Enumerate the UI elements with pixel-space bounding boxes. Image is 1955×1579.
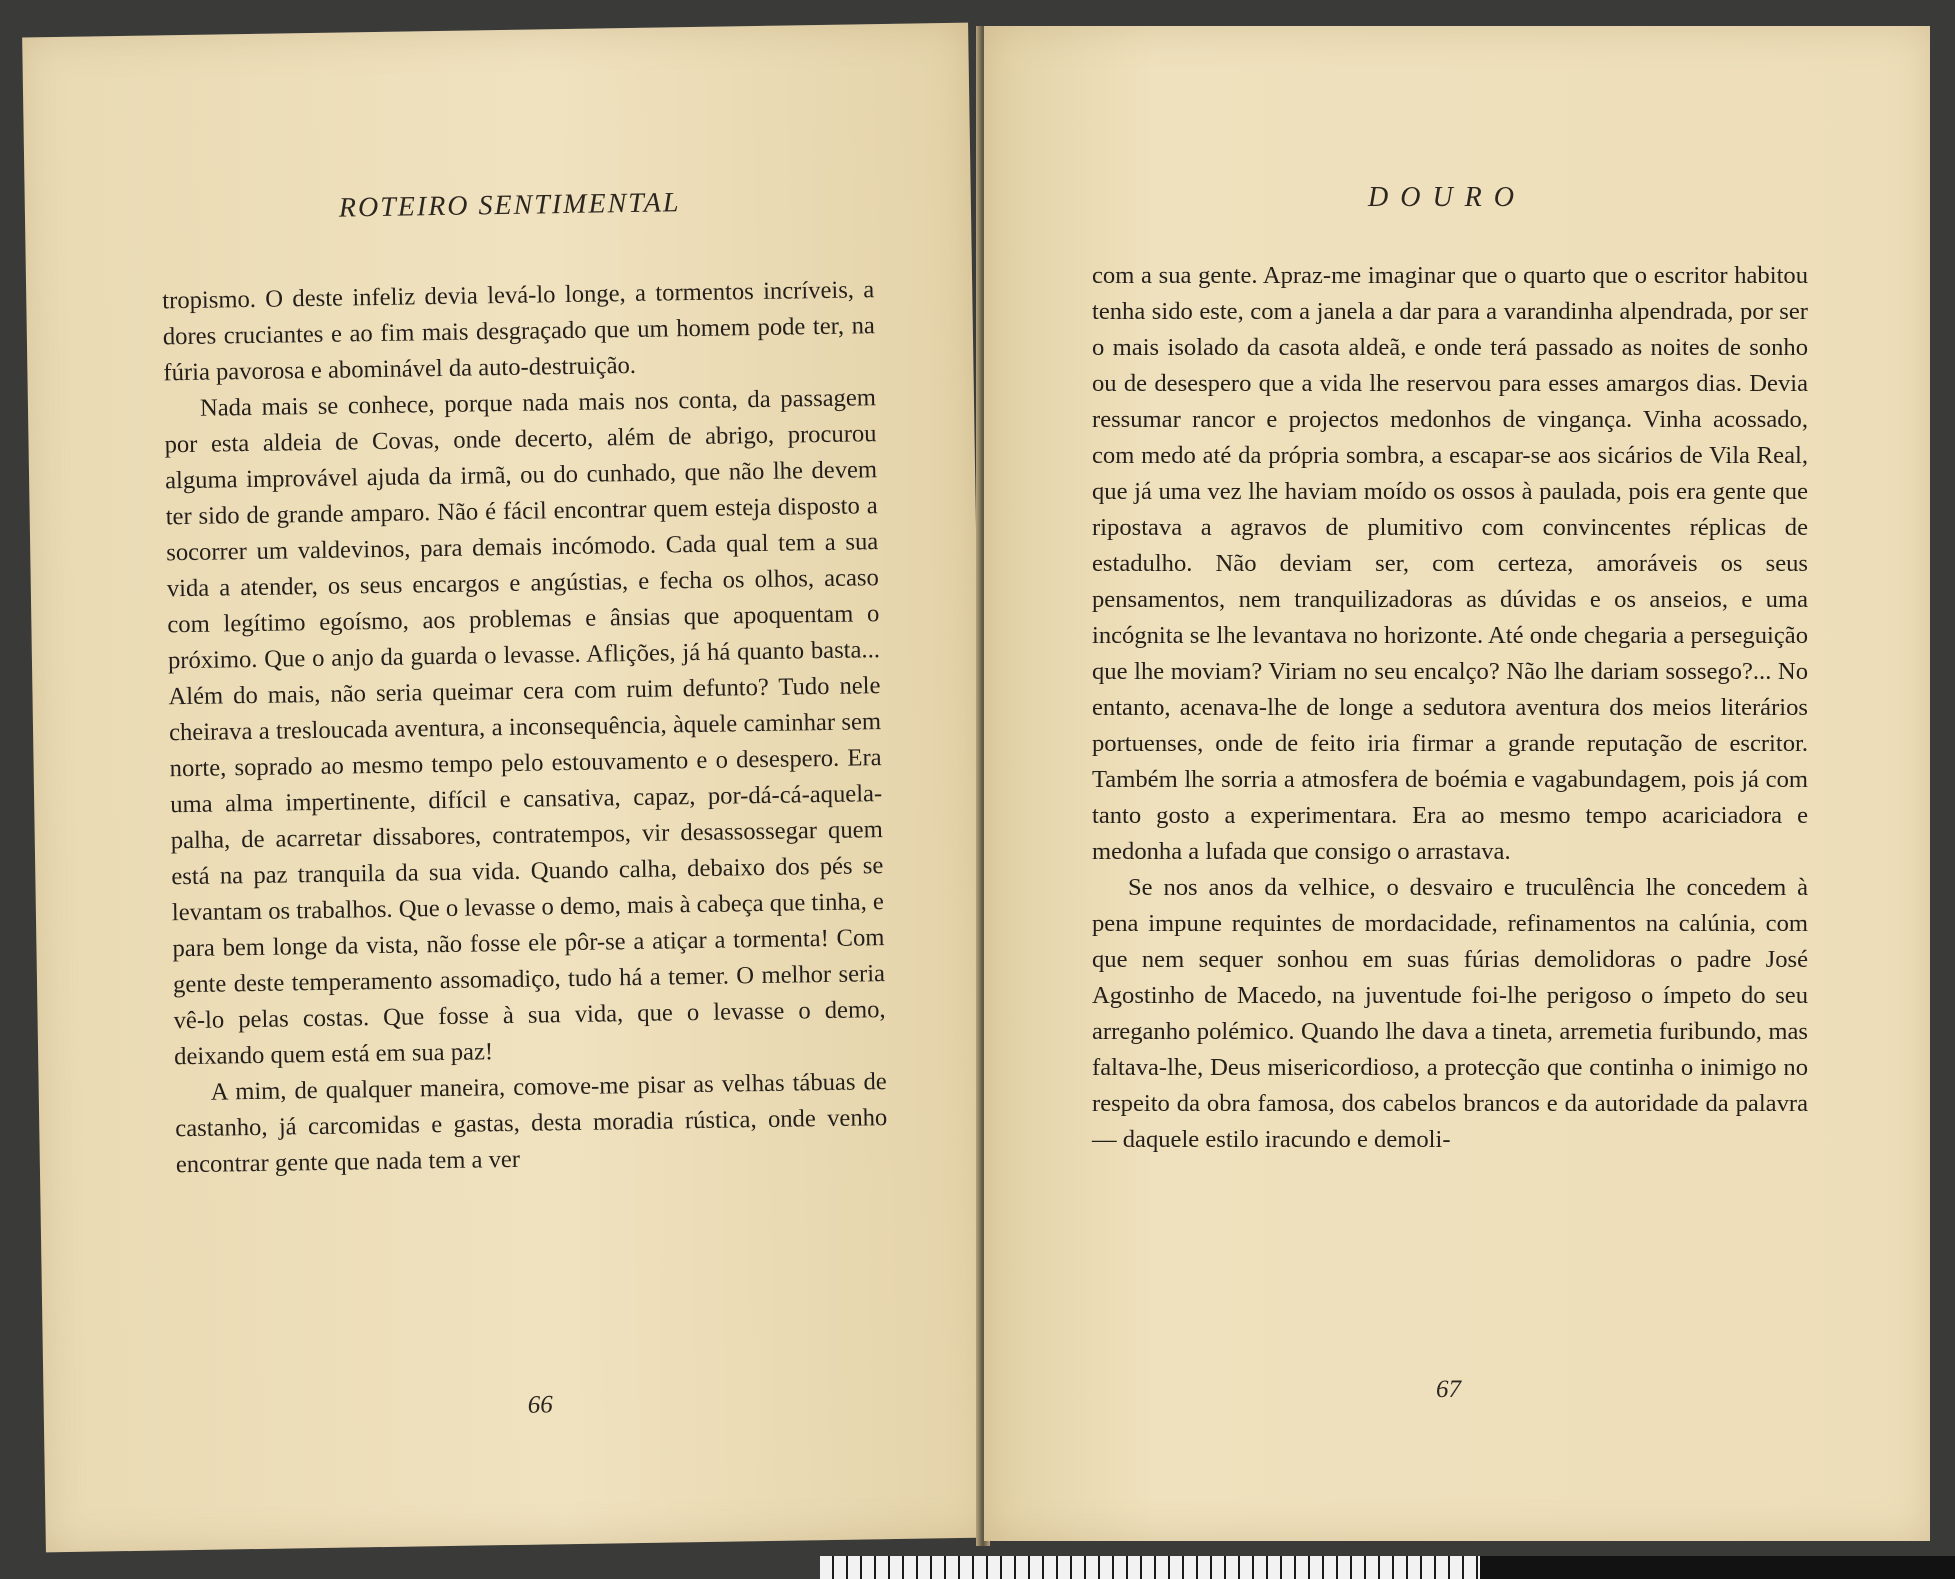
right-page-number: 67	[1436, 1376, 1461, 1403]
left-page-number: 66	[527, 1391, 553, 1419]
left-paragraph-1: tropismo. O deste infeliz devia levá-lo longe, a tormentos incríveis, a dores cruciantes e ao fim mais desgraçado que um homem pode ter, na fúria pavorosa e abominável da auto-destruição.	[162, 276, 876, 387]
right-running-head: DOURO	[1368, 182, 1526, 213]
right-body-text	[1092, 258, 1808, 1158]
left-running-head: ROTEIRO SENTIMENTAL	[338, 187, 681, 224]
left-paragraph-3: A mim, de qualquer maneira, comove-me pisar as velhas tábuas de castanho, já carcomidas e gastas, desta moradia rústica, onde venho encontrar gente que nada tem a ver	[175, 1068, 888, 1179]
left-paragraph-2: Nada mais se conhece, porque nada mais nos conta, da passagem por esta aldeia de Covas, onde decerto, além de abrigo, procurou alguma improvável ajuda da irmã, ou do cunhado, que não lhe devem ter sido de grande amparo. Não é fácil encontrar quem esteja disposto a socorrer um valdevinos, para demais incómodo. Cada qual tem a sua vida a atender, os seus encargos e angústias, e fecha os olhos, acaso com legítimo egoísmo, aos problemas e ânsias que apoquentam o próximo. Que o anjo da guarda o levasse. Aflições, já há quanto basta... Além do mais, não seria queimar cera com ruim defunto? Tudo nele cheirava a tresloucada aventura, a inconsequência, àquele caminhar sem norte, soprado ao mesmo tempo pelo estouvamento e o desespero. Era uma alma impertinente, difícil e cansativa, capaz, por-dá-cá-aquela-palha, de acarretar dissabores, contratempos, vir desassossegar quem está na paz tranquila da sua vida. Quando calha, debaixo dos pés se levantam os trabalhos. Que o levasse o demo, mais à cabeça que tinha, e para bem longe da vista, não fosse ele pôr-se a atiçar a tormenta! Com gente deste temperamento assomadiço, tudo há a temer. O melhor seria vê-lo pelas costas. Que fosse à sua vida, que o levasse o demo, deixando quem está em sua paz!	[164, 384, 886, 1071]
right-page	[984, 26, 1930, 1541]
right-paragraph-2: Se nos anos da velhice, o desvairo e truculência lhe concedem à pena impune requintes de mordacidade, refinamentos na calúnia, com que nem sequer sonhou em suas fúrias demolidoras o padre José Agostinho de Macedo, na juventude foi-lhe perigoso o ímpeto do seu arreganho polémico. Quando lhe dava a tineta, arremetia furibundo, mas faltava-lhe, Deus misericordioso, a protecção que continha o inimigo no respeito da obra famosa, dos cabelos brancos e da autoridade da palavra — daquele estilo iracundo e demoli-	[1092, 874, 1808, 1153]
left-body-text	[162, 272, 888, 1183]
left-page	[22, 23, 992, 1553]
measurement-scale-dark-block	[1480, 1556, 1955, 1579]
right-paragraph-1: com a sua gente. Apraz-me imaginar que o quarto que o escritor habitou tenha sido este, com a janela a dar para a varandinha alpendrada, por ser o mais isolado da casota aldeã, e onde terá passado as noites de sonho ou de desespero que a vida lhe reservou para esses amargos dias. Devia ressumar rancor e projectos medonhos de vingança. Vinha acossado, com medo até da própria sombra, a escapar-se aos sicários de Vila Real, que já uma vez lhe haviam moído os ossos à paulada, pois era gente que ripostava a agravos de plumitivo com convincentes réplicas de estadulho. Não deviam ser, com certeza, amoráveis os seus pensamentos, nem tranquilizadoras as dúvidas e os anseios, e uma incógnita se lhe levantava no horizonte. Até onde chegaria a perseguição que lhe moviam? Viriam no seu encalço? Não lhe dariam sossego?... No entanto, acenava-lhe de longe a sedutora aventura dos meios literários portuenses, onde de feito iria firmar a grande reputação de escritor. Também lhe sorria a atmosfera de boémia e vagabundagem, pois já com tanto gosto a experimentara. Era ao mesmo tempo acariciadora e medonha a lufada que consigo o arrastava.	[1092, 262, 1808, 865]
